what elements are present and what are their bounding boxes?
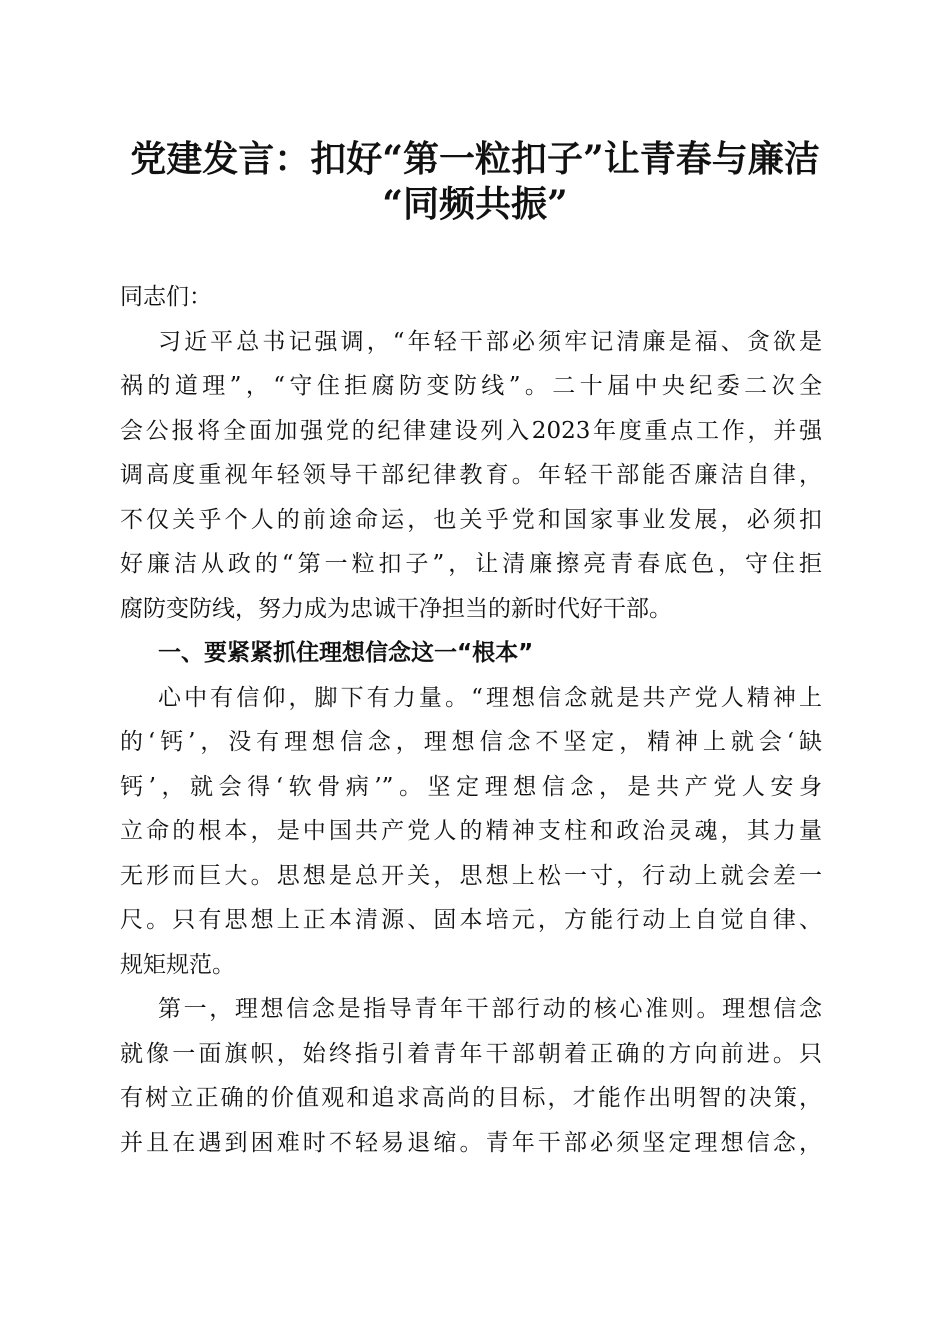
paragraph-intro [120, 320, 822, 632]
salutation: 同志们： [120, 284, 212, 310]
text-line: 调高度重视年轻领导干部纪律教育。年轻干部能否廉洁自律， [120, 462, 822, 488]
title-line-1: 党建发言：扣好“第一粒扣子”让青春与廉洁 [130, 138, 820, 180]
text-line: 的‘钙’，没有理想信念，理想信念不坚定，精神上就会‘缺 [120, 729, 822, 755]
document-title [100, 137, 850, 227]
text-line: 就像一面旗帜，始终指引着青年干部朝着正确的方向前进。只 [120, 1040, 822, 1067]
text-line: 腐防变防线，努力成为忠诚干净担当的新时代好干部。 [120, 595, 672, 622]
text-line: 钙’，就会得‘软骨病’”。坚定理想信念，是共产党人安身 [120, 773, 822, 800]
text-line: 习近平总书记强调，“年轻干部必须牢记清廉是福、贪欲是 [158, 328, 822, 355]
text-line: 好廉洁从政的“第一粒扣子”，让清廉擦亮青春底色，守住拒 [120, 551, 822, 577]
text-line: 心中有信仰，脚下有力量。“理想信念就是共产党人精神上 [158, 684, 822, 711]
document-body [120, 275, 822, 1165]
paragraph-section-1 [120, 676, 822, 988]
title-line-2: “同频共振” [382, 183, 568, 225]
text-line: 并且在遇到困难时不轻易退缩。青年干部必须坚定理想信念， [120, 1129, 822, 1156]
text-line: 第一，理想信念是指导青年干部行动的核心准则。理想信念 [158, 996, 822, 1022]
text-line: 不仅关乎个人的前途命运，也关乎党和国家事业发展，必须扣 [120, 506, 822, 533]
text-line: 会公报将全面加强党的纪律建设列入2023年度重点工作，并强 [120, 417, 822, 444]
section-heading: 一、要紧紧抓住理想信念这一“根本” [158, 640, 534, 666]
text-line: 无形而巨大。思想是总开关，思想上松一寸，行动上就会差一 [120, 862, 822, 889]
paragraph-point-1 [120, 987, 822, 1165]
text-line: 有树立正确的价值观和追求高尚的目标，才能作出明智的决策， [120, 1085, 822, 1111]
text-line: 立命的根本，是中国共产党人的精神支柱和政治灵魂，其力量 [120, 818, 822, 844]
text-line: 祸的道理”，“守住拒腐防变防线”。二十届中央纪委二次全 [120, 373, 822, 399]
text-line: 尺。只有思想上正本清源、固本培元，方能行动上自觉自律、 [120, 907, 822, 933]
text-line: 规矩规范。 [120, 951, 235, 978]
